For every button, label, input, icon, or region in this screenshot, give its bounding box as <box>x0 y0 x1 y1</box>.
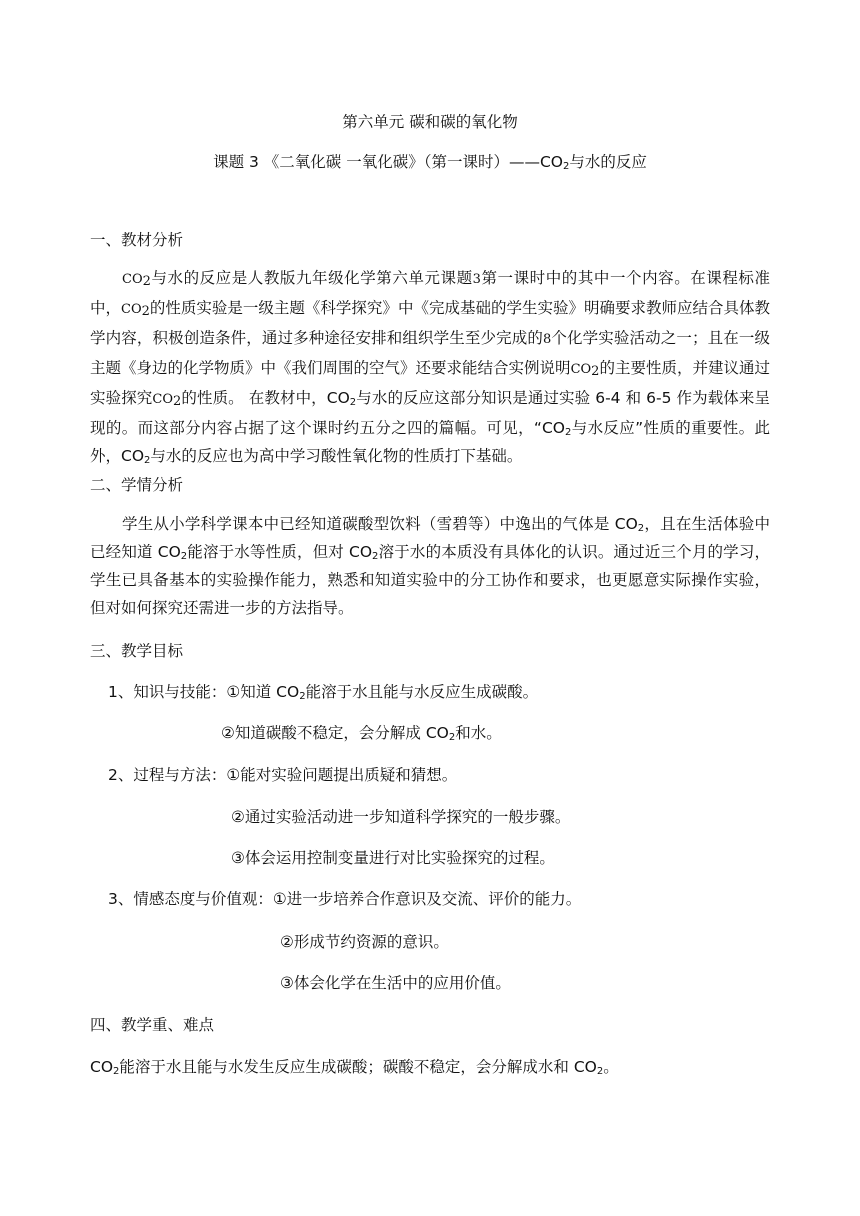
key-points-text: $CO_2$能溶于水且能与水发生反应生成碳酸；碳酸不稳定，会分解成水和 $CO_2$。 <box>90 1058 619 1077</box>
goal-process-3: ③体会运用控制变量进行对比实验探究的过程。 <box>231 849 555 867</box>
goal-attitude-2: ②形成节约资源的意识。 <box>280 933 449 951</box>
section-heading-goals: 三、教学目标 <box>90 642 184 660</box>
lesson-title-prefix: 课题 3 《二氧化碳 一氧化碳》（第一课时）——CO <box>213 153 564 171</box>
section-heading-key-points: 四、教学重、难点 <box>90 1016 215 1034</box>
lesson-title <box>0 150 860 172</box>
lesson-title-sub: 2 <box>563 161 570 172</box>
section-heading-learners: 二、学情分析 <box>90 476 184 494</box>
goal-knowledge-1: 1、知识与技能：①知道 $CO_2$能溶于水且能与水反应生成碳酸。 <box>108 683 539 702</box>
paragraph-learner-analysis: 学生从小学科学课本中已经知道碳酸型饮料（雪碧等）中逸出的气体是 $CO_2$，且在生活体验中已经知道 $CO_2$能溶于水等性质，但对 $CO_2$溶于水的本质没有具体化的认识。通过近三个月的学习，学生已具备基本的实验操作能力，熟悉和知道实验中的分工协作和要求，也更愿意实际操作实验，但对如何探究还需进一步的方法指导。 <box>90 515 770 617</box>
goal-process-2: ②通过实验活动进一步知道科学探究的一般步骤。 <box>231 808 571 826</box>
goal-process-1: 2、过程与方法：①能对实验问题提出质疑和猜想。 <box>108 766 458 784</box>
goal-attitude-3: ③体会化学在生活中的应用价值。 <box>280 974 511 992</box>
goal-knowledge-2: ②知道碳酸不稳定，会分解成 $CO_2$和水。 <box>221 724 502 743</box>
goal-attitude-1: 3、情感态度与价值观：①进一步培养合作意识及交流、评价的能力。 <box>108 890 582 908</box>
lesson-title-suffix: 与水的反应 <box>569 153 647 171</box>
paragraph-material-analysis: $CO_2$与水的反应是人教版九年级化学第六单元课题3第一课时中的其中一个内容。在课程标准中，$CO_2$的性质实验是一级主题《科学探究》中《完成基础的学生实验》明确要求教师应结合具体教学内容，积极创造条件，通过多种途径安排和组织学生至少完成的8个化学实验活动之一；且在一级主题《身边的化学物质》中《我们周围的空气》还要求能结合实例说明$CO_2$的主要性质，并建议通过实验探究$CO_2$的性质。 在教材中，$CO_2$与水的反应这部分知识是通过实验 6-4 和 6-5 作为载体来呈现的。而这部分内容占据了这个课时约五分之四的篇幅。可见，“$CO_2$与水反应”性质的重要性。此外，$CO_2$与水的反应也为高中学习酸性氧化物的性质打下基础。 <box>90 269 771 466</box>
section-heading-analysis: 一、教材分析 <box>90 231 184 249</box>
unit-title: 第六单元 碳和碳的氧化物 <box>342 113 518 131</box>
